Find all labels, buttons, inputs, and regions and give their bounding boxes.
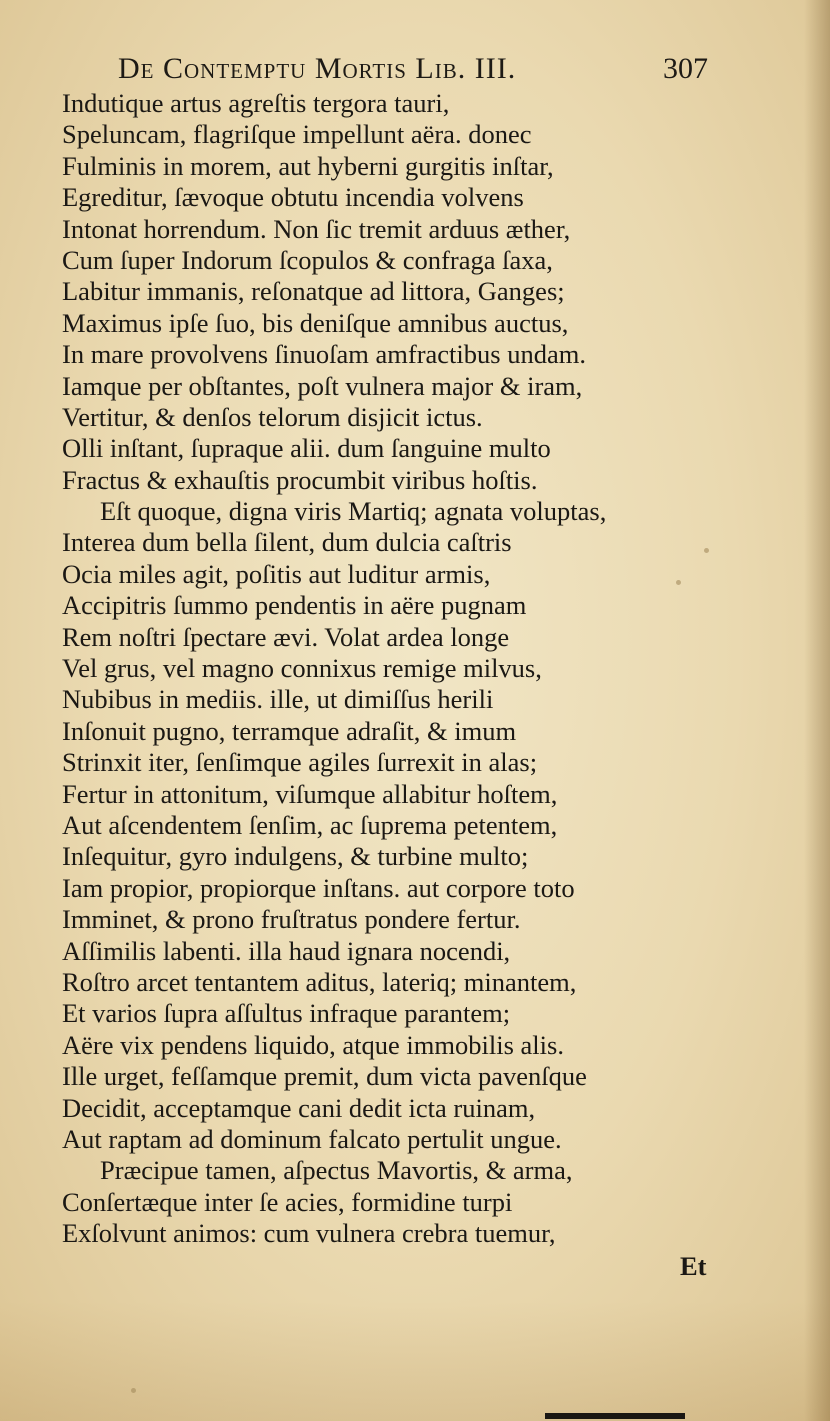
verse-line: Roſtro arcet tentantem aditus, lateriq; minantem,: [62, 966, 577, 997]
verse-line: Speluncam, flagriſque impellunt aëra. donec: [62, 119, 532, 150]
page-edge-mark: [545, 1413, 685, 1419]
verse-line: Iamque per obſtantes, poſt vulnera major & iram,: [62, 370, 583, 401]
verse-text-block: [62, 88, 722, 1249]
verse-line: Vertitur, & denſos telorum disjicit ictus.: [62, 401, 483, 432]
verse-line: Ille urget, feſſamque premit, dum victa pavenſque: [62, 1061, 587, 1092]
page-number: 307: [663, 52, 708, 85]
verse-line: Inſonuit pugno, terramque adraſit, & imum: [62, 715, 517, 746]
verse-line: Accipitris ſummo pendentis in aëre pugnam: [62, 590, 527, 621]
catchword: Et: [680, 1251, 707, 1281]
verse-line: Fertur in attonitum, viſumque allabitur hoſtem,: [62, 778, 558, 809]
verse-line: Strinxit iter, ſenſimque agiles ſurrexit in alas;: [62, 747, 538, 778]
verse-line: Aëre vix pendens liquido, atque immobilis alis.: [62, 1029, 564, 1060]
verse-line-paragraph-start: Eſt quoque, digna viris Martiq; agnata voluptas,: [100, 496, 607, 527]
verse-line: Olli inſtant, ſupraque alii. dum ſanguine multo: [62, 433, 551, 464]
running-head: [118, 52, 708, 90]
verse-line: Aſſimilis labenti. illa haud ignara nocendi,: [62, 935, 511, 966]
verse-line: Indutique artus agreſtis tergora tauri,: [62, 88, 450, 118]
verse-line: Inſequitur, gyro indulgens, & turbine multo;: [62, 841, 529, 872]
verse-line: Rem noſtri ſpectare ævi. Volat ardea longe: [62, 621, 510, 652]
verse-line: Labitur immanis, reſonatque ad littora, Ganges;: [62, 276, 565, 307]
verse-line: Ocia miles agit, poſitis aut luditur armis,: [62, 558, 491, 589]
verse-line: Egreditur, ſævoque obtutu incendia volvens: [62, 182, 524, 213]
verse-line: Vel grus, vel magno connixus remige milvus,: [62, 653, 542, 684]
verse-line: Decidit, acceptamque cani dedit icta ruinam,: [62, 1092, 536, 1123]
verse-line: Fractus & exhauſtis procumbit viribus hoſtis.: [62, 464, 538, 495]
verse-line: Exſolvunt animos: cum vulnera crebra tuemur,: [62, 1218, 556, 1249]
verse-line: In mare provolvens ſinuoſam amfractibus undam.: [62, 339, 586, 370]
verse-line: Et varios ſupra aſſultus infraque parantem;: [62, 998, 511, 1029]
verse-line: Conſertæque inter ſe acies, formidine turpi: [62, 1186, 513, 1217]
verse-line: Nubibus in mediis. ille, ut dimiſſus herili: [62, 684, 494, 715]
verse-line: Aut aſcendentem ſenſim, ac ſuprema petentem,: [62, 809, 558, 840]
verse-line: Fulminis in morem, aut hyberni gurgitis inſtar,: [62, 150, 554, 181]
verse-line: Iam propior, propiorque inſtans. aut corpore toto: [62, 872, 575, 903]
page-gutter-shadow: [804, 0, 830, 1421]
verse-line: Intonat horrendum. Non ſic tremit arduus æther,: [62, 213, 571, 244]
verse-line: Aut raptam ad dominum falcato pertulit ungue.: [62, 1123, 562, 1154]
verse-line: Maximus ipſe ſuo, bis deniſque amnibus auctus,: [62, 307, 569, 338]
paper-speck: [131, 1388, 136, 1393]
page-bottom-shade: [0, 1301, 830, 1421]
verse-line: Cum ſuper Indorum ſcopulos & confraga ſaxa,: [62, 244, 553, 275]
verse-line: Imminet, & prono fruſtratus pondere fertur.: [62, 904, 521, 935]
verse-line: Interea dum bella ſilent, dum dulcia caſtris: [62, 527, 512, 558]
verse-line-paragraph-start: Præcipue tamen, aſpectus Mavortis, & arma,: [100, 1155, 573, 1186]
running-title: De Contemptu Mortis Lib. III.: [118, 52, 517, 85]
